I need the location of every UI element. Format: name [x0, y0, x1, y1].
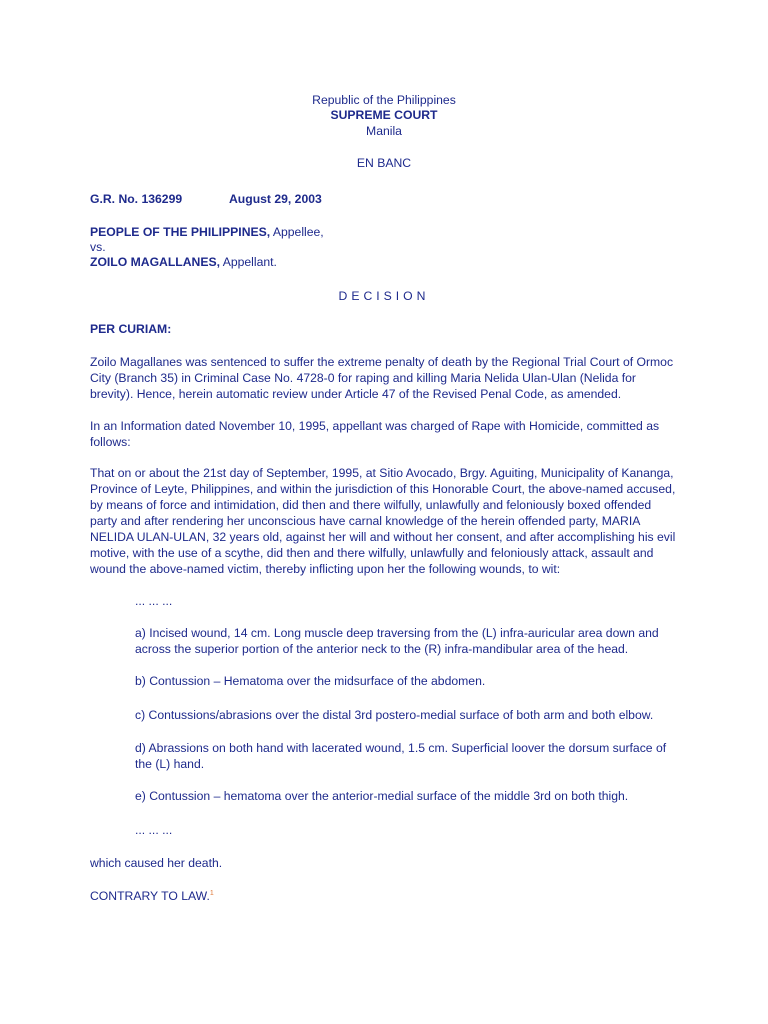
party-appellee: [90, 224, 324, 240]
ellipsis-bottom: ... ... ...: [135, 823, 173, 837]
ellipsis-top: ... ... ...: [135, 594, 173, 608]
decision-title: DECISION: [338, 289, 430, 303]
appellant-name: ZOILO MAGALLANES,: [90, 255, 220, 269]
contrary-to-law-text: CONTRARY TO LAW.: [90, 889, 210, 903]
city-heading: Manila: [366, 124, 402, 138]
paragraph-death: which caused her death.: [90, 856, 223, 870]
per-curiam-heading: PER CURIAM:: [90, 322, 172, 336]
paragraph-sentence: Zoilo Magallanes was sentenced to suffer the extreme penalty of death by the Regional Trial Court of Ormoc City (Branch 35) in Criminal Case No. 4728-0 for raping and killing Maria Nelida Ulan-Ulan (Nelida for brevity). Hence, herein automatic review under Article 47 of the Revised Penal Code, as amended.: [90, 355, 674, 401]
division-heading: EN BANC: [356, 156, 412, 170]
wound-item: a) Incised wound, 14 cm. Long muscle deep traversing from the (L) infra-auricular area down and across the superior portion of the anterior neck to the (R) infra-mandibular area of the head.: [135, 626, 659, 656]
party-appellant: [90, 254, 277, 270]
contrary-to-law: [90, 888, 214, 904]
court-heading: SUPREME COURT: [330, 108, 438, 122]
appellant-role: Appellant.: [220, 255, 277, 269]
decision-date: August 29, 2003: [229, 192, 322, 206]
gr-number: G.R. No. 136299: [90, 192, 183, 206]
appellee-name: PEOPLE OF THE PHILIPPINES,: [90, 225, 271, 239]
appellee-role: Appellee,: [270, 225, 324, 239]
wound-item: d) Abrassions on both hand with lacerated wound, 1.5 cm. Superficial loover the dorsum surface of the (L) hand.: [135, 741, 667, 771]
wound-item: c) Contussions/abrasions over the distal 3rd postero-medial surface of both arm and both elbow.: [135, 708, 654, 722]
republic-heading: Republic of the Philippines: [312, 93, 456, 107]
paragraph-charge: That on or about the 21st day of September, 1995, at Sitio Avocado, Brgy. Aguiting, Municipality of Kananga, Province of Leyte, Philippines, and within the jurisdiction of this Honorable Court, the above-named accused, by means of force and intimidation, did then and there wilfully, unlawfully and feloniously boxed offended party and after rendering her unconscious have carnal knowledge of the herein offended party, MARIA NELIDA ULAN-ULAN, 32 years old, against her will and without her consent, and after accomplishing his evil motive, with the use of a scythe, did then and there wilfully, unlawfully and feloniously attack, assault and wound the above-named victim, thereby inflicting upon her the following wounds, to wit:: [90, 466, 676, 576]
paragraph-information: In an Information dated November 10, 1995, appellant was charged of Rape with Homicide, committed as follows:: [90, 419, 660, 449]
wound-item: b) Contussion – Hematoma over the midsurface of the abdomen.: [135, 674, 486, 688]
footnote-link[interactable]: 1: [209, 889, 214, 897]
versus-label: vs.: [90, 240, 106, 254]
wound-item: e) Contussion – hematoma over the anterior-medial surface of the middle 3rd on both thigh.: [135, 789, 629, 803]
